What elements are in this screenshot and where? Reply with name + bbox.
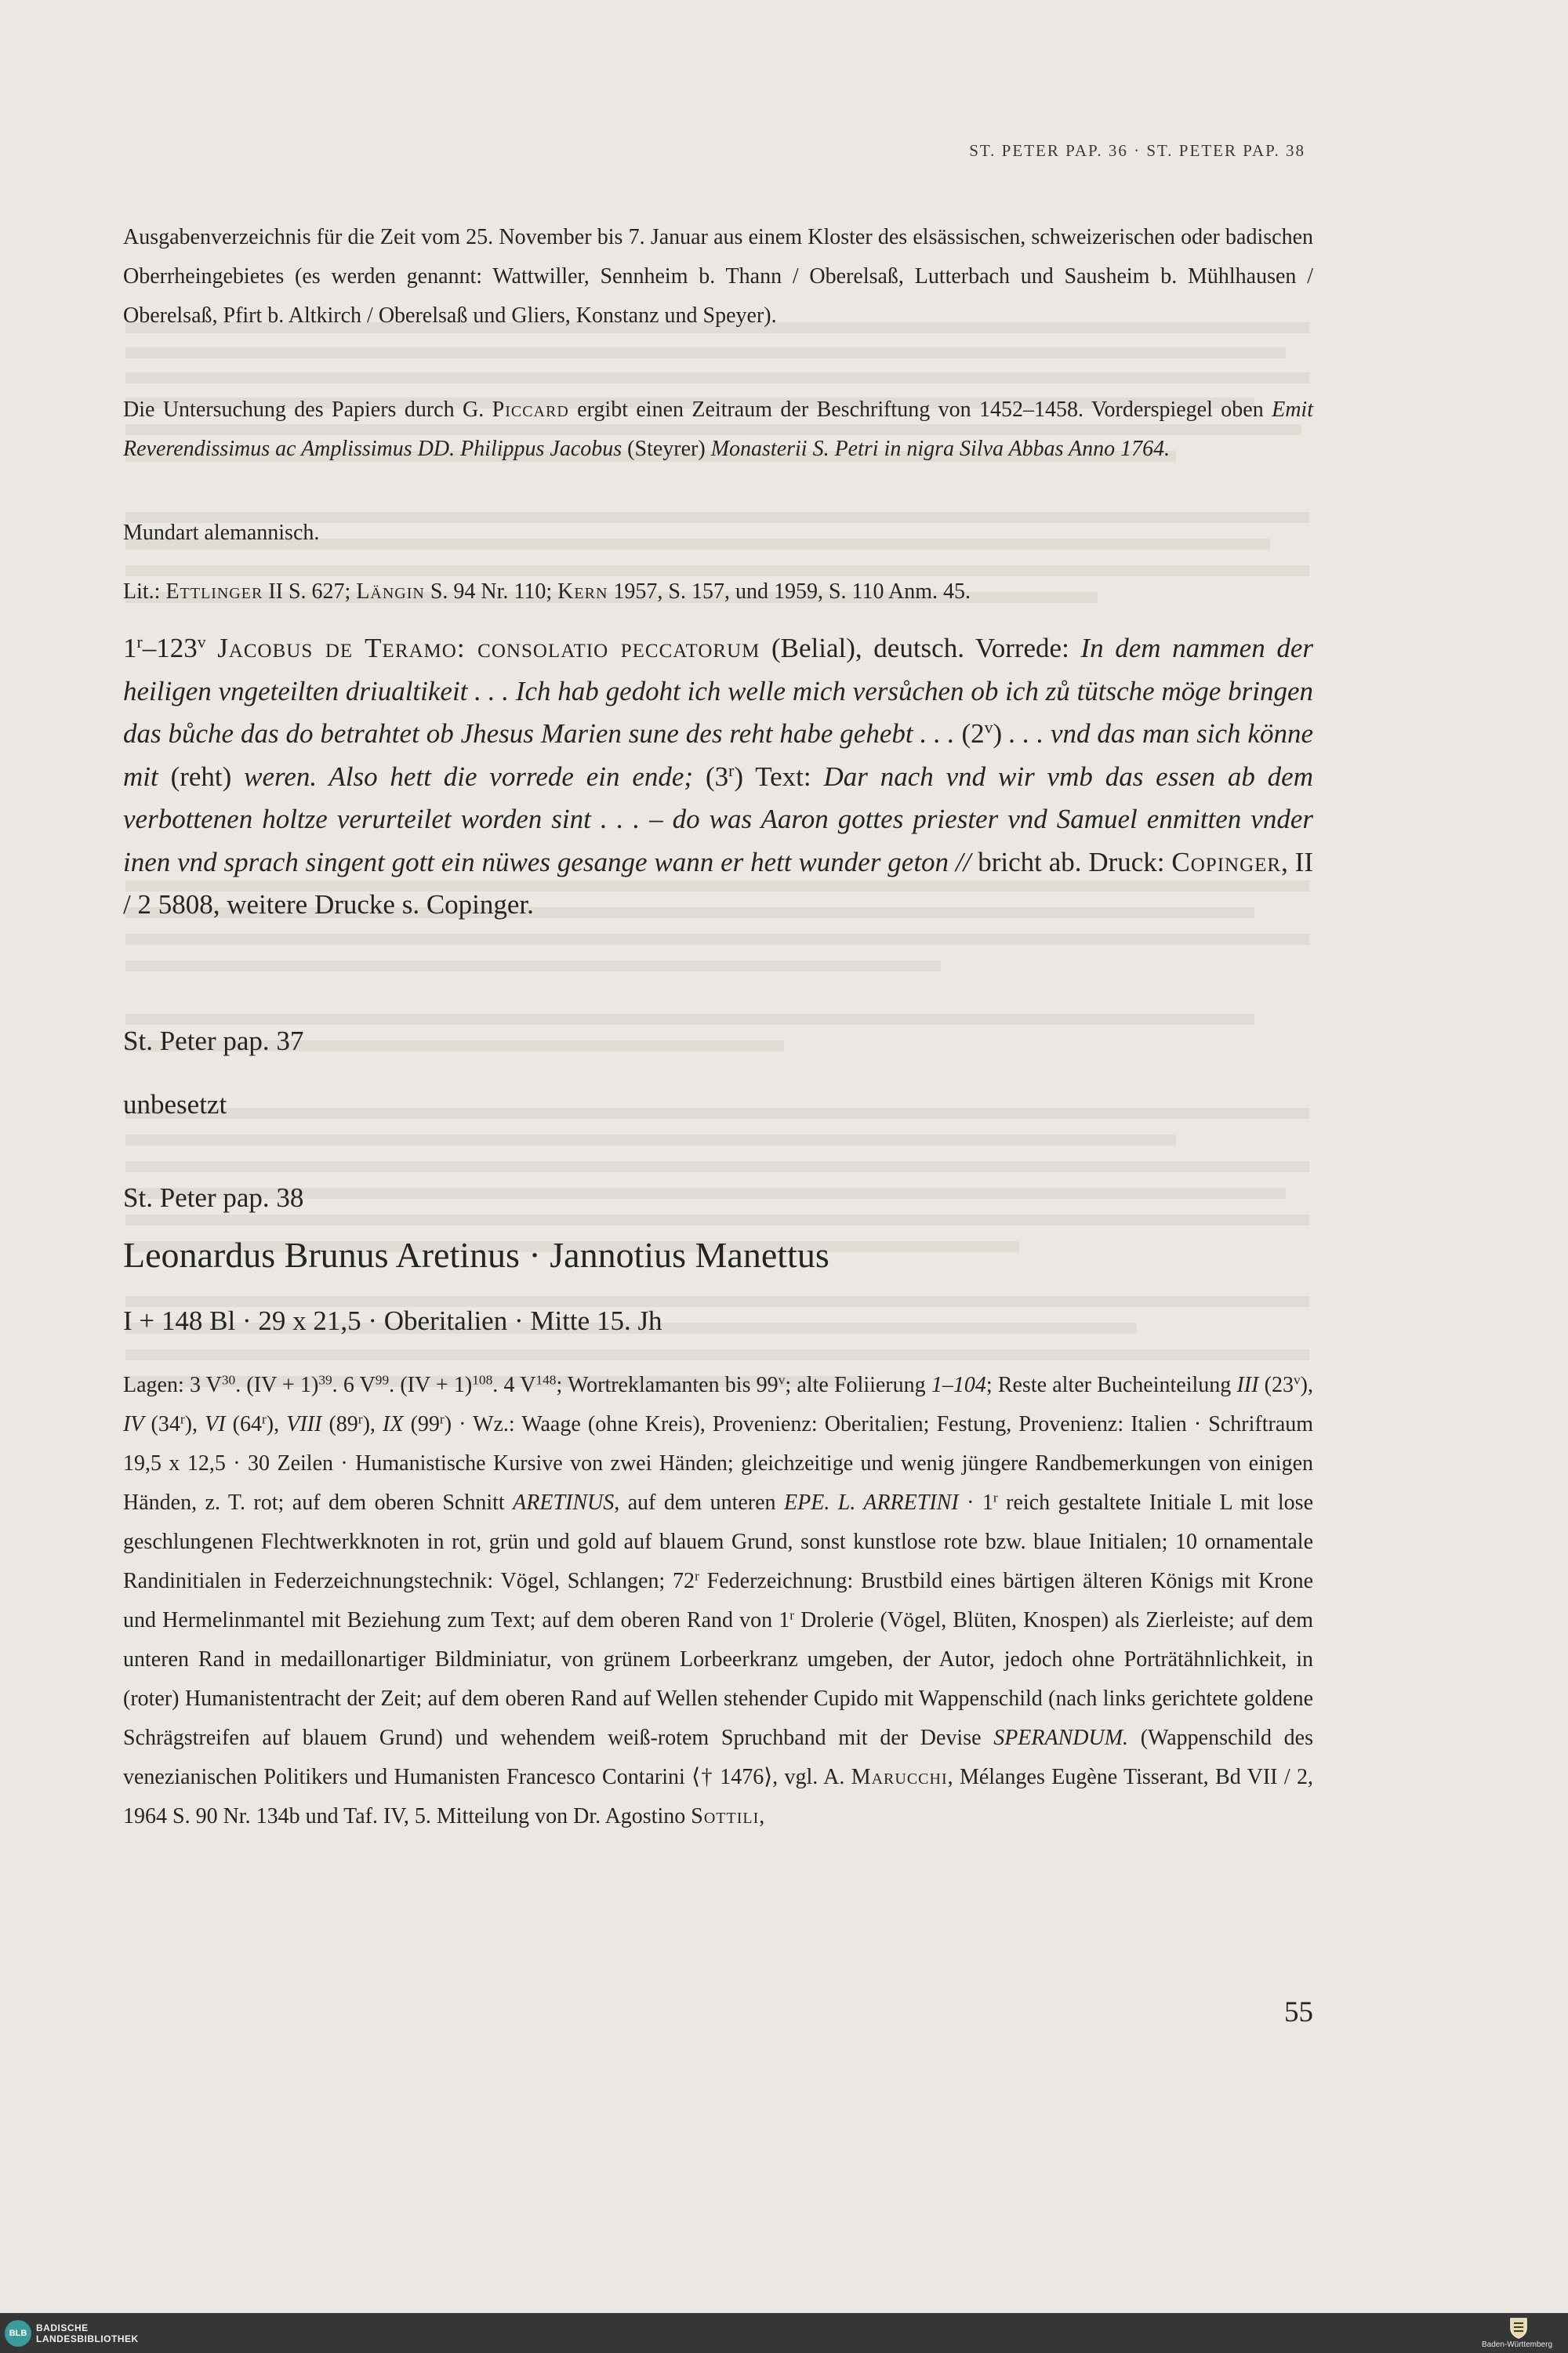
page-number: 55 [1284, 1996, 1313, 2028]
region-label: Baden-Württemberg [1481, 2340, 1553, 2349]
content-paragraph: Ausgabenverzeichnis für die Zeit vom 25. November bis 7. Januar aus einem Kloster des elsässischen, schweizerischen oder badischen Oberrheingebietes (es werden genannt: Wattwiller, Sennheim b. Thann / Oberelsaß, Lutterbach und Sausheim b. Mühlhausen / Oberelsaß, Pfirt b. Altkirch / Oberelsaß und Gliers, Konstanz und Speyer). [123, 225, 1313, 328]
blb-logo-icon[interactable]: BLB [5, 2320, 31, 2347]
entry-38-description: Lagen: 3 $V^{30}$. (IV + 1)$^{39}$. 6 $V^{99}$. (IV + 1)$^{108}$. 4 $V^{148}$; Wortreklamanten bis 99$^v$; alte Foliierung 1–104; Reste alter Bucheinteilung III (23$^v$), IV (34$^r$), VI (64$^r$), VIII (89$^r$), IX $(99^r) \cdot Wz$.: Waage (ohne Kreis), Provenienz: Oberitalien; Festung, Provenienz: Italien · Schriftraum 19,5 x 12,5 · 30 Zeilen · Humanistische Kursive von zwei Händen; gleichzeitige und wenig jüngere Randbemerkungen von einigen Händen, z. T. rot; auf dem oberen Schnitt ARETINUS, auf dem unteren EPE. L. ARRETINI · $1^r$ reich gestaltete Initiale L mit lose geschlungenen Flechtwerkknoten in rot, grün und gold auf blauem Grund, sonst kunstlose rote bzw. blaue Initialen; 10 ornamentale Randinitialen in Federzeichnungstechnik: Vögel, Schlangen; 72$^r$ Federzeichnung: Brustbild eines bärtigen älteren Königs mit Krone und Hermelinmantel mit Beziehung zum Text; auf dem oberen Rand von 1$^r$ Drolerie (Vögel, Blüten, Knospen) als Zierleiste; auf dem unteren Rand in medaillonartiger Bildminiatur, von grünem Lorbeerkranz umgeben, der Autor, jedoch ohne Porträtähnlichkeit, in (roter) Humanistentracht der Zeit; auf dem oberen Rand auf Wellen stehender Cupido mit Wappenschild (nach links gerichtete goldene Schrägstreifen auf blauem Grund) und wehendem weiß-rotem Spruchband mit der Devise SPERANDUM. (Wappenschild des venezianischen Politikers und Humanisten Francesco Contarini ⟨† 1476⟩, vgl. A. Marucchi, Mélanges Eugène Tisserant, Bd VII / 2, 1964 S. 90 Nr. 134b und Taf. IV, 5. Mitteilung von Dr. Agostino Sottili, [123, 1372, 1314, 1828]
work-title: Jacobus de Teramo: consolatio peccatorum [217, 633, 760, 663]
entry-38-meta: I + 148 Bl · 29 x 21,5 · Oberitalien · Mitte 15. Jh [123, 1305, 662, 1336]
shelfmark-38: St. Peter pap. 38 [123, 1182, 304, 1213]
author-piccard: Piccard [492, 398, 569, 422]
dialect-note: Mundart alemannisch. [123, 521, 320, 545]
library-footer-bar [0, 2313, 1568, 2353]
status-unbesetzt: unbesetzt [123, 1089, 227, 1120]
library-name: BADISCHE LANDESBIBLIOTHEK [36, 2322, 139, 2344]
paper-analysis-paragraph: Die Untersuchung des Papiers durch G. Piccard ergibt einen Zeitraum der Beschriftung von 1452–1458. Vorderspiegel oben Emit Reverendissimus ac Amplissimus DD. Philippus Jacobus (Steyrer) Monasterii S. Petri in nigra Silva Abbas Anno 1764. [123, 398, 1313, 461]
consolatio-paragraph: 1$^r$–123$^v$ Jacobus de Teramo: consolatio peccatorum (Belial), deutsch. Vorrede: In dem nammen der heiligen vngeteilten driualtikeit . . . Ich hab gedoht ich welle mich versůchen ob ich zů tütsche möge bringen das bůche das do betrahtet ob Jhesus Marien sune des reht habe gehebt . . . (2$^v$) . . . vnd das man sich könne mit (reht) weren. Also hett die vorrede ein ende; (3$^r$) Text: Dar nach vnd wir vmb das essen ab dem verbottenen holtze verurteilet worden sint . . . – do was Aaron gottes priester vnd Samuel enmitten vnder inen vnd sprach singent gott ein nüwes gesange wann er hett wunder geton // bricht ab. Druck: Copinger, II / 2 5808, weitere Drucke s. Copinger. [123, 633, 1313, 920]
running-header: ST. PETER PAP. 36 · ST. PETER PAP. 38 [969, 141, 1305, 160]
entry-36-paper-analysis [123, 390, 1313, 469]
state-crest-icon [1508, 2316, 1529, 2340]
literature-line: Lit.: Ettlinger II S. 627; Längin S. 94 Nr. 110; Kern 1957, S. 157, und 1959, S. 110 Anm. 45. [123, 579, 971, 604]
entry-36-description [123, 218, 1313, 336]
entry-38-title: Leonardus Brunus Aretinus · Jannotius Manettus [123, 1235, 829, 1275]
shelfmark-37: St. Peter pap. 37 [123, 1026, 304, 1056]
